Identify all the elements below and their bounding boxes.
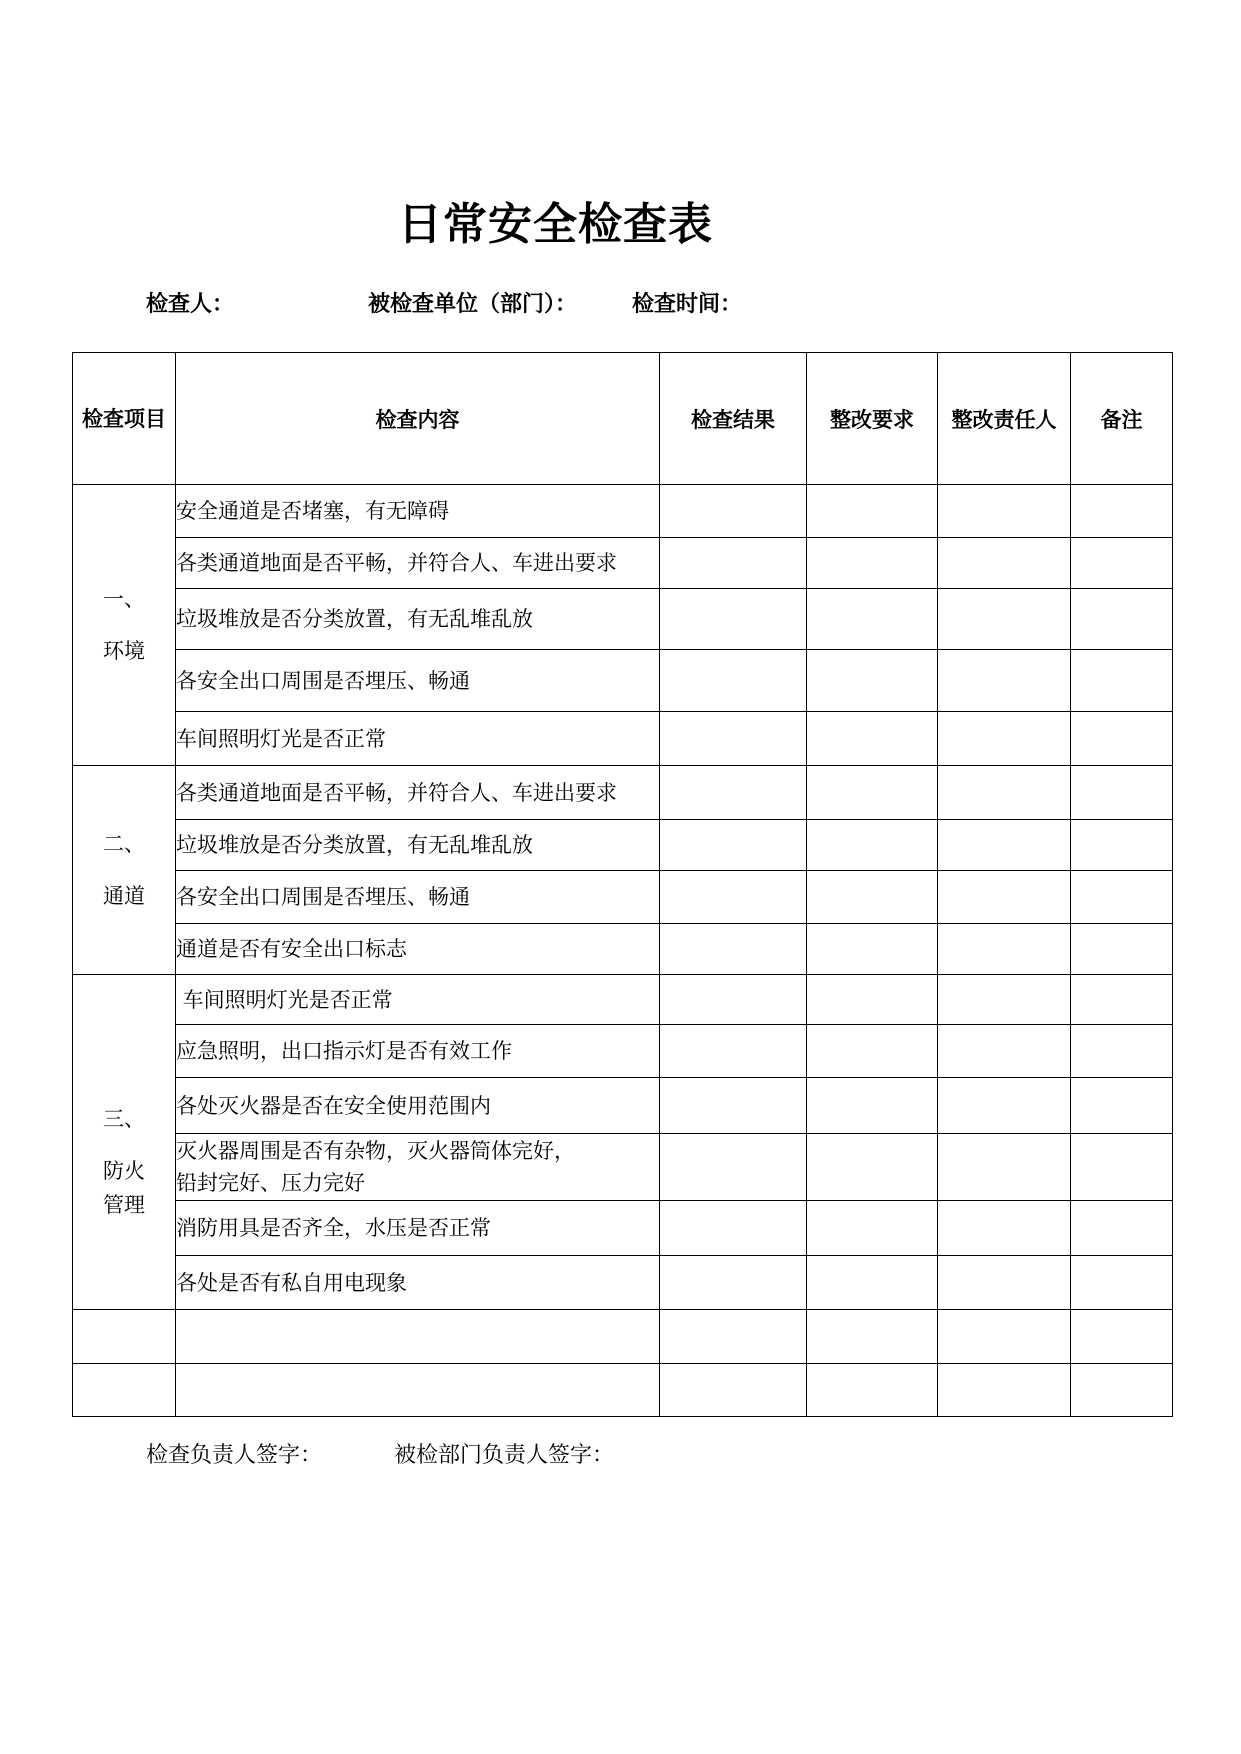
blank-cell[interactable] [1071, 1364, 1173, 1417]
result-cell[interactable] [660, 924, 807, 975]
requirement-cell[interactable] [807, 1134, 938, 1201]
inspector-label: 检查人： [146, 291, 235, 317]
table-row [73, 485, 1173, 538]
responsible-cell[interactable] [938, 766, 1071, 820]
requirement-cell[interactable] [807, 1201, 938, 1256]
remark-cell[interactable] [1071, 485, 1173, 538]
requirement-cell[interactable] [807, 485, 938, 538]
result-cell[interactable] [660, 871, 807, 924]
dept-signature-label: 被检部门负责人签字： [394, 1443, 615, 1468]
table-row [73, 1256, 1173, 1310]
inspected-unit-label: 被检查单位（部门）： [368, 291, 578, 317]
result-cell[interactable] [660, 1201, 807, 1256]
check-content: 各安全出口周围是否埋压、畅通 [176, 650, 660, 712]
header-requirement: 整改要求 [807, 353, 938, 485]
table-row [73, 1025, 1173, 1078]
result-cell[interactable] [660, 766, 807, 820]
table-row [73, 650, 1173, 712]
responsible-cell[interactable] [938, 712, 1071, 766]
remark-cell[interactable] [1071, 650, 1173, 712]
check-content: 消防用具是否齐全，水压是否正常 [176, 1201, 660, 1256]
table-header-row [73, 353, 1173, 485]
remark-cell[interactable] [1071, 975, 1173, 1025]
result-cell[interactable] [660, 712, 807, 766]
header-remark: 备注 [1071, 353, 1173, 485]
requirement-cell[interactable] [807, 589, 938, 650]
responsible-cell[interactable] [938, 1256, 1071, 1310]
inspection-table [72, 352, 1173, 1417]
table-row [73, 712, 1173, 766]
check-content: 垃圾堆放是否分类放置，有无乱堆乱放 [176, 820, 660, 871]
responsible-cell[interactable] [938, 1134, 1071, 1201]
table-row [73, 589, 1173, 650]
table-row [73, 924, 1173, 975]
blank-cell[interactable] [73, 1310, 176, 1364]
inspector-signature-label: 检查负责人签字： [146, 1443, 323, 1468]
blank-cell[interactable] [807, 1310, 938, 1364]
check-content: 垃圾堆放是否分类放置，有无乱堆乱放 [176, 589, 660, 650]
table-row [73, 1078, 1173, 1134]
requirement-cell[interactable] [807, 820, 938, 871]
inspection-time-label: 检查时间： [632, 291, 743, 317]
responsible-cell[interactable] [938, 820, 1071, 871]
table-row [73, 766, 1173, 820]
check-content: 车间照明灯光是否正常 [176, 712, 660, 766]
header-item: 检查项目 [73, 353, 176, 485]
result-cell[interactable] [660, 1256, 807, 1310]
requirement-cell[interactable] [807, 766, 938, 820]
remark-cell[interactable] [1071, 712, 1173, 766]
remark-cell[interactable] [1071, 1025, 1173, 1078]
requirement-cell[interactable] [807, 871, 938, 924]
table-row [73, 820, 1173, 871]
section-label-environment: 一、 环境 [73, 485, 176, 766]
section-label-passage: 二、 通道 [73, 766, 176, 975]
result-cell[interactable] [660, 1078, 807, 1134]
result-cell[interactable] [660, 1025, 807, 1078]
header-result: 检查结果 [660, 353, 807, 485]
requirement-cell[interactable] [807, 924, 938, 975]
remark-cell[interactable] [1071, 1134, 1173, 1201]
blank-cell[interactable] [938, 1364, 1071, 1417]
table-row [73, 1201, 1173, 1256]
remark-cell[interactable] [1071, 924, 1173, 975]
blank-cell[interactable] [1071, 1310, 1173, 1364]
responsible-cell[interactable] [938, 1201, 1071, 1256]
responsible-cell[interactable] [938, 924, 1071, 975]
requirement-cell[interactable] [807, 712, 938, 766]
check-content: 安全通道是否堵塞，有无障碍 [176, 485, 660, 538]
blank-cell[interactable] [807, 1364, 938, 1417]
responsible-cell[interactable] [938, 650, 1071, 712]
responsible-cell[interactable] [938, 975, 1071, 1025]
remark-cell[interactable] [1071, 1256, 1173, 1310]
header-content: 检查内容 [176, 353, 660, 485]
result-cell[interactable] [660, 975, 807, 1025]
blank-cell[interactable] [660, 1310, 807, 1364]
blank-cell[interactable] [938, 1310, 1071, 1364]
requirement-cell[interactable] [807, 1256, 938, 1310]
remark-cell[interactable] [1071, 1201, 1173, 1256]
blank-cell[interactable] [73, 1364, 176, 1417]
check-content: 应急照明，出口指示灯是否有效工作 [176, 1025, 660, 1078]
responsible-cell[interactable] [938, 871, 1071, 924]
responsible-cell[interactable] [938, 1078, 1071, 1134]
check-content: 灭火器周围是否有杂物，灭火器筒体完好， 铅封完好、压力完好 [176, 1134, 660, 1201]
remark-cell[interactable] [1071, 1078, 1173, 1134]
remark-cell[interactable] [1071, 766, 1173, 820]
check-content: 各类通道地面是否平畅，并符合人、车进出要求 [176, 538, 660, 589]
result-cell[interactable] [660, 1134, 807, 1201]
requirement-cell[interactable] [807, 1078, 938, 1134]
empty-row [73, 1364, 1173, 1417]
check-content: 各类通道地面是否平畅，并符合人、车进出要求 [176, 766, 660, 820]
page-title: 日常安全检查表 [398, 199, 713, 250]
requirement-cell[interactable] [807, 975, 938, 1025]
requirement-cell[interactable] [807, 1025, 938, 1078]
header-responsible: 整改责任人 [938, 353, 1071, 485]
table-row [73, 1134, 1173, 1201]
check-content: 各处是否有私自用电现象 [176, 1256, 660, 1310]
responsible-cell[interactable] [938, 1025, 1071, 1078]
empty-row [73, 1310, 1173, 1364]
section-label-fire-management: 三、 防火 管理 [73, 975, 176, 1310]
check-content: 各处灭火器是否在安全使用范围内 [176, 1078, 660, 1134]
remark-cell[interactable] [1071, 871, 1173, 924]
blank-cell[interactable] [176, 1310, 660, 1364]
table-row [73, 975, 1173, 1025]
result-cell[interactable] [660, 589, 807, 650]
check-content: 各安全出口周围是否埋压、畅通 [176, 871, 660, 924]
responsible-cell[interactable] [938, 485, 1071, 538]
blank-cell[interactable] [660, 1364, 807, 1417]
table-row [73, 871, 1173, 924]
result-cell[interactable] [660, 650, 807, 712]
remark-cell[interactable] [1071, 589, 1173, 650]
requirement-cell[interactable] [807, 538, 938, 589]
result-cell[interactable] [660, 820, 807, 871]
remark-cell[interactable] [1071, 820, 1173, 871]
responsible-cell[interactable] [938, 538, 1071, 589]
remark-cell[interactable] [1071, 538, 1173, 589]
check-content: 车间照明灯光是否正常 [176, 975, 660, 1025]
requirement-cell[interactable] [807, 650, 938, 712]
table-row [73, 538, 1173, 589]
result-cell[interactable] [660, 485, 807, 538]
blank-cell[interactable] [176, 1364, 660, 1417]
responsible-cell[interactable] [938, 589, 1071, 650]
check-content: 通道是否有安全出口标志 [176, 924, 660, 975]
result-cell[interactable] [660, 538, 807, 589]
